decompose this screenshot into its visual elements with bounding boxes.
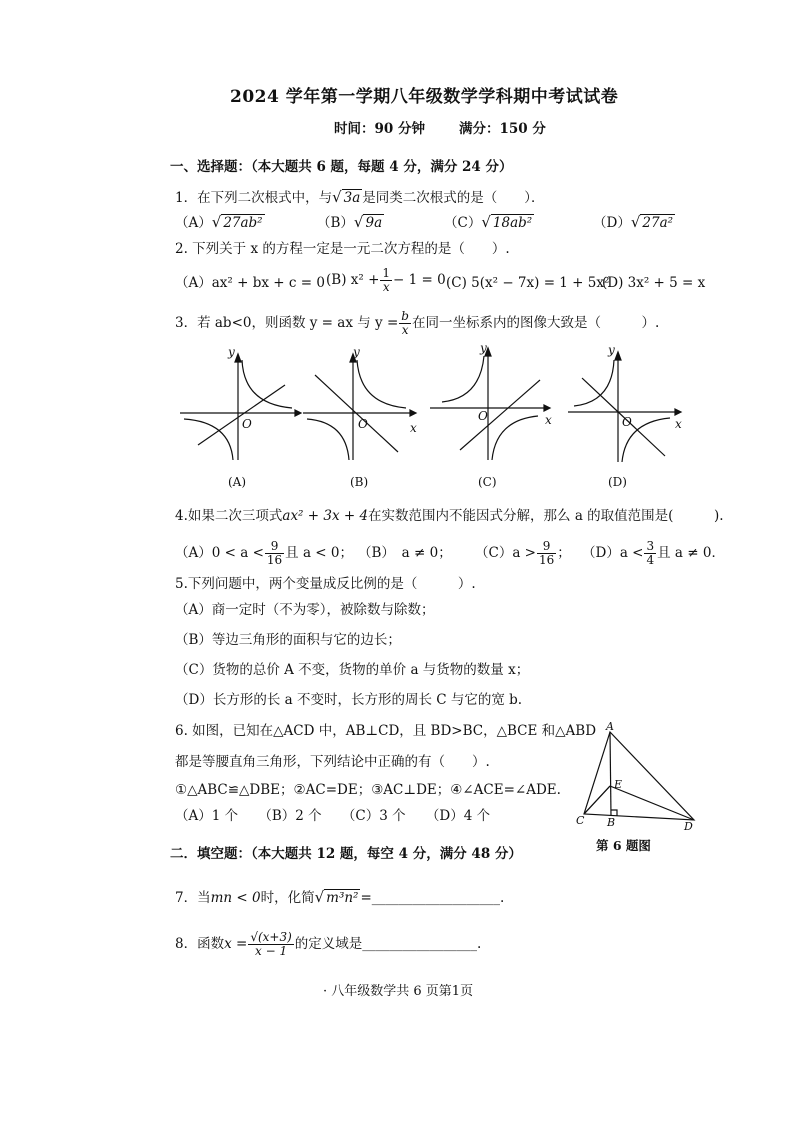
radical-icon: √ xyxy=(353,213,364,231)
page-footer: · 八年级数学共 6 页第1页 xyxy=(323,984,474,999)
fraction-denominator: x − 1 xyxy=(255,944,288,958)
question-7 xyxy=(175,888,504,907)
q1-option-a-label: （A） xyxy=(175,215,212,231)
q8-fraction xyxy=(248,931,293,958)
point-a-label: A xyxy=(606,720,614,733)
q3-graph-d xyxy=(568,352,681,462)
q3-graph-a xyxy=(180,354,301,460)
question-8 xyxy=(175,926,481,962)
q2-option-a: （A）ax² + bx + c = 0 xyxy=(175,275,325,291)
q4-option-d xyxy=(582,536,725,570)
q4-option-c-fraction xyxy=(537,540,556,567)
fraction-denominator: 16 xyxy=(538,553,555,567)
fraction-numerator: √(x+3) xyxy=(250,930,292,944)
q1-stem-a: 1．在下列二次根式中，与 xyxy=(175,190,333,206)
q3-d-origin: O xyxy=(622,415,632,429)
question-5-stem: 5.下列问题中，两个变量成反比例的是（ ）. xyxy=(175,576,476,592)
radical-icon: √ xyxy=(332,188,342,206)
question-6-stem-line-1: 6. 如图，已知在△ACD 中，AB⊥CD，且 BD>BC，△BCE 和△ABD xyxy=(175,723,597,739)
q1-option-c-label: （C） xyxy=(444,215,482,231)
q4-option-c-pre: （C）a > xyxy=(475,545,536,561)
q2-option-b-label: (B) xyxy=(326,272,347,288)
q3-fraction xyxy=(399,310,411,337)
q4-option-d-pre: （D）a < xyxy=(582,545,644,561)
q7-condition: mn < 0 xyxy=(210,890,261,906)
q6-figure-caption: 第 6 题图 xyxy=(596,838,651,853)
q4-option-b: （B） a ≠ 0； xyxy=(358,545,452,561)
q1-option-d-radicand: 27a² xyxy=(642,215,674,231)
q1-option-b-label: （B） xyxy=(317,215,354,231)
q1-option-c-radicand: 18ab² xyxy=(492,215,533,231)
q1-option-a xyxy=(175,213,265,232)
fraction-numerator: 3 xyxy=(646,539,655,553)
point-e-label: E xyxy=(614,778,623,791)
q5-option-a: （A）商一定时（不为零），被除数与除数； xyxy=(175,602,435,618)
q8-stem-b: 的定义域是 xyxy=(294,936,363,952)
question-2-stem: 2. 下列关于 x 的方程一定是一元二次方程的是（ ）. xyxy=(175,241,510,257)
point-b-label: B xyxy=(607,816,616,829)
radical-icon: √ xyxy=(481,213,491,231)
q3-stem-b: 在同一坐标系内的图像大致是（ ）. xyxy=(411,315,660,331)
q3-label-a: (A) xyxy=(228,475,247,489)
q1-option-d-label: （D） xyxy=(593,215,631,231)
q3-a-y-label: y xyxy=(228,345,235,359)
q3-graphs xyxy=(170,340,700,495)
q6-options: （A）1 个 （B）2 个 （C）3 个 （D）4 个 xyxy=(175,808,491,824)
q3-b-y-label: y xyxy=(353,345,360,359)
radical-icon: √ xyxy=(314,888,325,906)
triangle-acd xyxy=(584,732,694,820)
radical-icon: √ xyxy=(211,213,222,231)
point-d-label: D xyxy=(684,820,693,832)
question-4-stem xyxy=(175,507,724,525)
q3-b-x-label: x xyxy=(410,421,417,435)
q2-option-c: (C) 5(x² − 7x) = 1 + 5x² xyxy=(446,275,610,291)
fraction-numerator: 1 xyxy=(382,266,391,280)
section-2-heading: 二．填空题：（本大题共 12 题，每空 4 分，满分 48 分） xyxy=(170,846,522,862)
q7-equals: = xyxy=(360,890,372,906)
q3-stem-a: 3．若 ab<0，则函数 y = ax 与 y = xyxy=(175,315,399,331)
q1-option-c xyxy=(444,213,534,232)
q1-option-d xyxy=(593,213,675,232)
q5-option-c: （C）货物的总价 A 不变，货物的单价 a 与货物的数量 x； xyxy=(175,662,530,678)
fraction-denominator: 16 xyxy=(266,553,283,567)
q5-option-d: （D）长方形的长 a 不变时，长方形的周长 C 与它的宽 b. xyxy=(175,692,523,708)
q2-option-b xyxy=(326,265,446,295)
q4-option-d-fraction xyxy=(644,540,656,567)
q1-option-b xyxy=(317,213,384,232)
q2-option-b-fraction xyxy=(380,267,392,294)
q6-figure xyxy=(572,720,702,832)
altitude-ab xyxy=(610,732,611,816)
q3-c-origin: O xyxy=(478,409,488,423)
q3-b-origin: O xyxy=(358,417,368,431)
q6-statements: ①△ABC≌△DBE；②AC=DE；③AC⊥DE；④∠ACE=∠ADE. xyxy=(175,782,561,798)
q8-answer-blank: _________________. xyxy=(362,936,482,952)
q4-option-d-post: 且 a ≠ 0． xyxy=(657,545,725,561)
q4-option-a-post: 且 a < 0； xyxy=(285,545,353,561)
q7-stem-a: 7．当 xyxy=(175,890,211,906)
segment-ed xyxy=(610,786,694,820)
q8-stem-a: 8．函数 xyxy=(175,936,225,952)
q4-stem-a: 4.如果二次三项式 xyxy=(175,508,283,524)
fraction-denominator: x xyxy=(382,280,390,294)
q2-option-b-post: − 1 = 0 xyxy=(393,272,446,288)
q4-option-a-fraction xyxy=(265,540,284,567)
fraction-denominator: 4 xyxy=(646,553,655,567)
q4-stem-expression: ax² + 3x + 4 xyxy=(282,508,369,524)
q3-d-x-label: x xyxy=(675,417,682,431)
q3-c-x-label: x xyxy=(545,413,552,427)
fraction-numerator: 9 xyxy=(265,540,284,554)
q4-stem-b: 在实数范围内不能因式分解，那么 a 的取值范围是( ). xyxy=(368,508,724,524)
fraction-numerator: b xyxy=(401,309,409,323)
point-c-label: C xyxy=(576,814,585,827)
q4-option-a xyxy=(175,536,353,570)
q1-stem-radicand: 3a xyxy=(343,190,361,206)
q3-label-b: (B) xyxy=(350,475,369,489)
q4-option-c xyxy=(475,536,571,570)
page-title: 2024 学年第一学期八年级数学学科期中考试试卷 xyxy=(230,87,619,107)
q3-d-y-label: y xyxy=(608,343,615,357)
q2-option-d: (D) 3x² + 5 = x xyxy=(602,275,706,291)
q3-a-origin: O xyxy=(242,417,252,431)
q5-option-b: （B）等边三角形的面积与它的边长； xyxy=(175,632,401,648)
q3-graph-c xyxy=(430,348,550,460)
fraction-denominator: x xyxy=(401,323,409,337)
q1-option-b-radicand: 9a xyxy=(365,215,383,231)
question-6-stem-line-2: 都是等腰直角三角形，下列结论中正确的有（ ）. xyxy=(175,754,490,770)
question-3-stem xyxy=(175,308,659,338)
exam-score: 满分：150 分 xyxy=(459,121,546,137)
q3-label-c: (C) xyxy=(478,475,497,489)
q3-label-d: (D) xyxy=(608,475,627,489)
q3-c-y-label: y xyxy=(480,341,487,355)
q8-lhs: x = xyxy=(224,936,248,952)
q7-answer-blank: ___________________. xyxy=(371,890,505,906)
exam-time: 时间：90 分钟 xyxy=(334,121,425,137)
section-1-heading: 一、选择题：（本大题共 6 题，每题 4 分，满分 24 分） xyxy=(170,159,513,175)
q1-option-a-radicand: 27ab² xyxy=(223,215,263,231)
q4-option-a-pre: （A）0 < a < xyxy=(175,545,264,561)
radical-icon: √ xyxy=(630,213,641,231)
question-1-stem xyxy=(175,188,545,207)
q7-radicand: m³n² xyxy=(326,890,359,906)
q1-stem-b: 是同类二次根式的是（ ）． xyxy=(362,190,545,206)
q3-graph-b xyxy=(303,354,416,460)
q2-option-b-pre: x² + xyxy=(350,272,380,288)
q4-option-c-post: ； xyxy=(557,545,571,561)
fraction-numerator: 9 xyxy=(537,540,556,554)
q7-stem-b: 时，化简 xyxy=(260,890,315,906)
